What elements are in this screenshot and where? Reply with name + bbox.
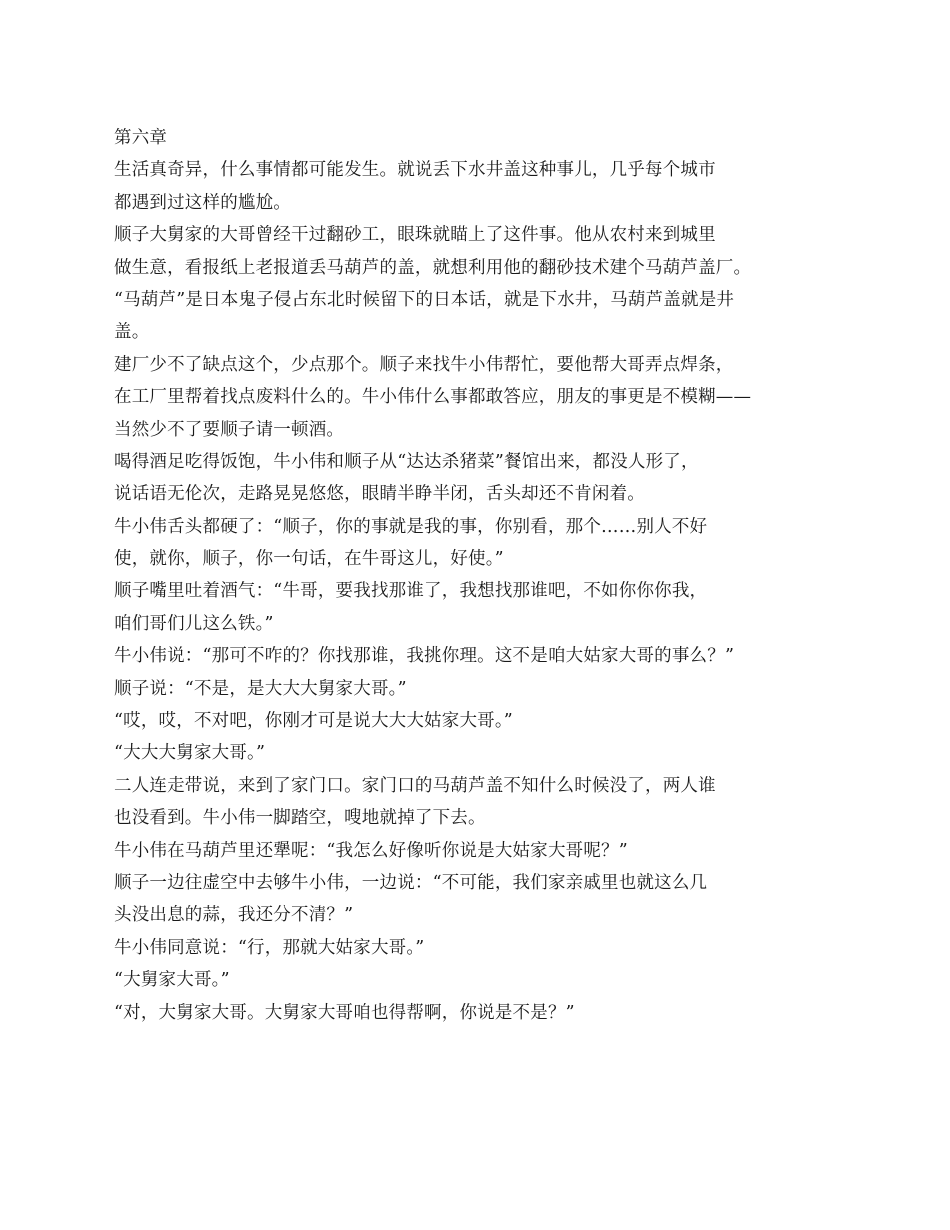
chapter-text [114, 122, 814, 1029]
text-line: 顺子嘴里吐着酒气：“牛哥，要我找那谁了，我想找那谁吧，不如你你你我， [114, 581, 708, 602]
text-line: 在工厂里帮着找点废料什么的。牛小伟什么事都敢答应，朋友的事更是不模糊—— [114, 387, 752, 408]
text-line: 盖。 [114, 322, 150, 343]
text-line: 喝得酒足吃得饭饱，牛小伟和顺子从“达达杀猪菜”餐馆出来，都没人形了， [114, 451, 699, 472]
text-line: 顺子一边往虚空中去够牛小伟，一边说：“不可能，我们家亲戚里也就这么几 [114, 872, 708, 893]
text-line: “大舅家大哥。” [114, 970, 230, 991]
text-line: 也没看到。牛小伟一脚踏空，嗖地就掉了下去。 [114, 808, 486, 829]
text-line: 说话语无伦次，走路晃晃悠悠，眼睛半睁半闭，舌头却还不肯闲着。 [114, 484, 645, 505]
text-line: 建厂少不了缺点这个，少点那个。顺子来找牛小伟帮忙，要他帮大哥弄点焊条， [114, 354, 734, 375]
text-line: 二人连走带说，来到了家门口。家门口的马葫芦盖不知什么时候没了，两人谁 [114, 775, 716, 796]
text-line: 生活真奇异，什么事情都可能发生。就说丢下水井盖这种事儿，几乎每个城市 [114, 160, 716, 181]
text-line: 牛小伟在马葫芦里还犟呢：“我怎么好像听你说是大姑家大哥呢？” [114, 840, 628, 861]
text-line: “对，大舅家大哥。大舅家大哥咱也得帮啊，你说是不是？” [114, 1002, 575, 1023]
text-line: 头没出息的蒜，我还分不清？” [114, 905, 354, 926]
text-line: “哎，哎，不对吧，你刚才可是说大大大姑家大哥。” [114, 711, 513, 732]
text-line: “大大大舅家大哥。” [114, 743, 266, 764]
text-line: 顺子大舅家的大哥曾经干过翻砂工，眼珠就瞄上了这件事。他从农村来到城里 [114, 225, 716, 246]
text-line: 咱们哥们儿这么铁。” [114, 613, 274, 634]
text-line: 做生意，看报纸上老报道丢马葫芦的盖，就想利用他的翻砂技术建个马葫芦盖厂。 [114, 257, 752, 278]
text-line: 牛小伟同意说：“行，那就大姑家大哥。” [114, 937, 425, 958]
text-line: 当然少不了要顺子请一顿酒。 [114, 419, 345, 440]
chapter-title: 第六章 [114, 128, 168, 148]
text-line: 牛小伟舌头都硬了：“顺子，你的事就是我的事，你别看，那个……别人不好 [114, 516, 708, 537]
text-line: 顺子说：“不是，是大大大舅家大哥。” [114, 678, 407, 699]
text-line: “马葫芦”是日本鬼子侵占东北时候留下的日本话，就是下水井，马葫芦盖就是井 [114, 289, 735, 310]
text-line: 牛小伟说：“那可不咋的？你找那谁，我挑你理。这不是咱大姑家大哥的事么？” [114, 646, 735, 667]
text-line: 使，就你，顺子，你一句话，在牛哥这儿，好使。” [114, 549, 504, 570]
text-line: 都遇到过这样的尴尬。 [114, 192, 291, 213]
